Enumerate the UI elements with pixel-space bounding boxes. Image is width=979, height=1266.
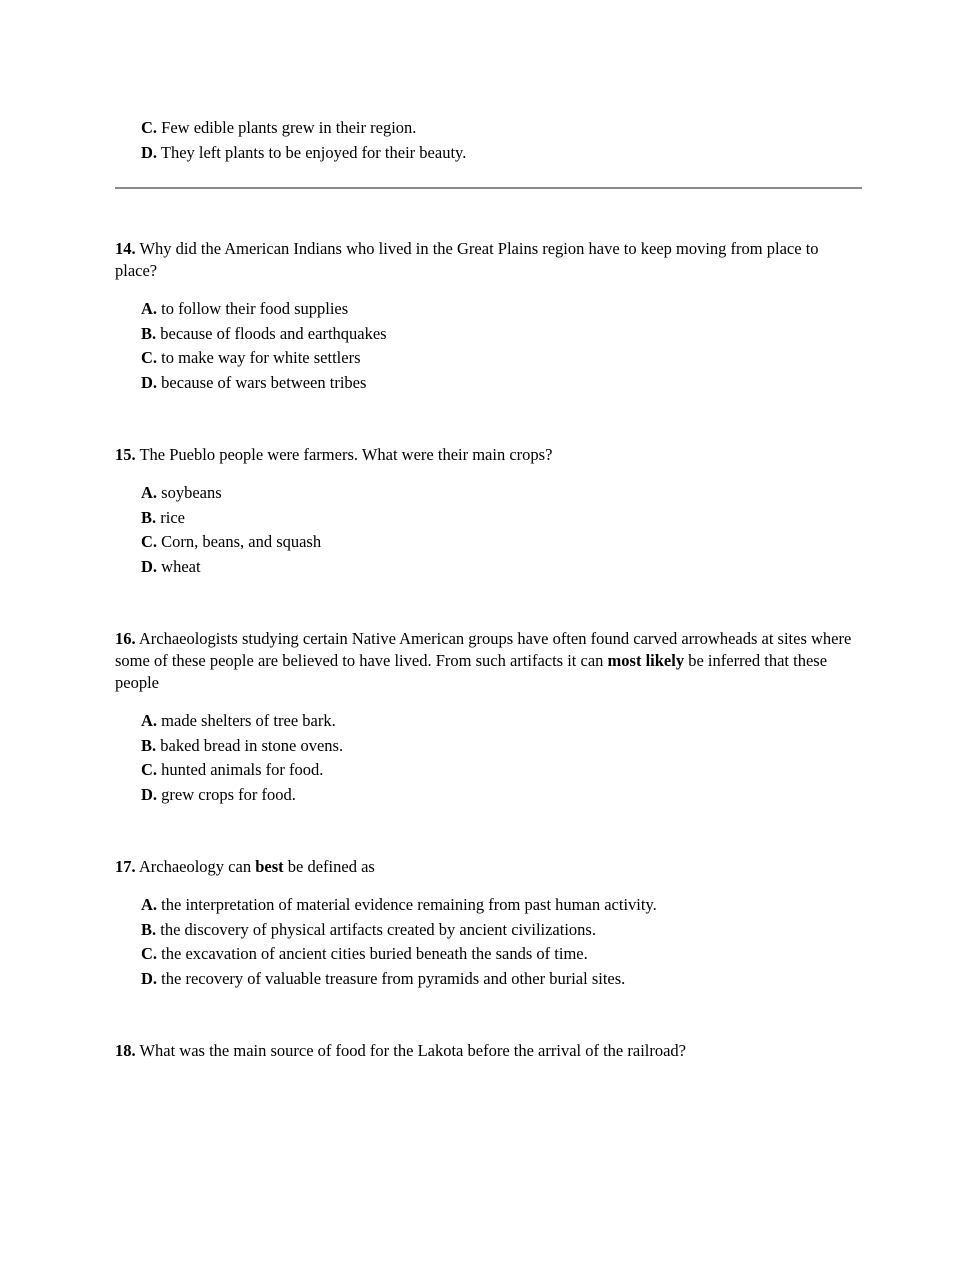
question-text-before: Why did the American Indians who lived in the Great Plains region have to keep moving from place to place? bbox=[115, 239, 819, 280]
option bbox=[115, 555, 862, 580]
option-letter: C. bbox=[141, 944, 158, 963]
option-text: to make way for white settlers bbox=[161, 348, 361, 367]
option-text: Few edible plants grew in their region. bbox=[161, 118, 417, 137]
option bbox=[115, 116, 862, 141]
option-letter: C. bbox=[141, 118, 158, 137]
options-list bbox=[115, 893, 862, 991]
option bbox=[115, 530, 862, 555]
question-number: 14. bbox=[115, 239, 136, 258]
question-number: 16. bbox=[115, 629, 136, 648]
question-text bbox=[115, 444, 862, 466]
option-letter: C. bbox=[141, 348, 158, 367]
option-text: grew crops for food. bbox=[161, 784, 296, 804]
option-letter: A. bbox=[141, 299, 158, 318]
option-letter: D. bbox=[141, 372, 158, 392]
option-letter: D. bbox=[141, 142, 158, 162]
option-text: wheat bbox=[161, 556, 201, 576]
question-bold-word: most likely bbox=[607, 651, 685, 670]
option-text: to follow their food supplies bbox=[161, 299, 349, 318]
option bbox=[115, 506, 862, 531]
question-text-after: be inferred that these people bbox=[115, 651, 828, 692]
option-letter: B. bbox=[141, 919, 157, 939]
option-letter: B. bbox=[141, 507, 157, 527]
option bbox=[115, 893, 862, 918]
option-letter: C. bbox=[141, 760, 158, 779]
option bbox=[115, 297, 862, 322]
option-text: made shelters of tree bark. bbox=[161, 711, 336, 730]
option-letter: A. bbox=[141, 895, 158, 914]
question-text bbox=[115, 628, 862, 694]
options-list bbox=[115, 709, 862, 807]
option-text: baked bread in stone ovens. bbox=[160, 735, 344, 755]
question-block-18 bbox=[115, 1040, 862, 1062]
option-text: the interpretation of material evidence remaining from past human activity. bbox=[161, 895, 657, 914]
option-text: They left plants to be enjoyed for their beauty. bbox=[160, 142, 467, 162]
option bbox=[115, 783, 862, 808]
option-text: hunted animals for food. bbox=[161, 760, 324, 779]
question-text bbox=[115, 238, 862, 282]
question-text bbox=[115, 856, 862, 878]
option-text: the excavation of ancient cities buried beneath the sands of time. bbox=[161, 944, 588, 963]
option bbox=[115, 918, 862, 943]
option bbox=[115, 758, 862, 783]
question-text-after: be defined as bbox=[283, 857, 375, 876]
question-text-before: Archaeologists studying certain Native American groups have often found carved arrowheads at sites where some of these people are believed to have lived. From such artifacts it can bbox=[115, 629, 852, 670]
option bbox=[115, 734, 862, 759]
option-text: the recovery of valuable treasure from pyramids and other burial sites. bbox=[161, 968, 626, 988]
option-letter: B. bbox=[141, 735, 157, 755]
question-block-17 bbox=[115, 856, 862, 991]
option-text: Corn, beans, and squash bbox=[161, 532, 322, 551]
question-text-before: The Pueblo people were farmers. What were their main crops? bbox=[139, 445, 553, 464]
option bbox=[115, 346, 862, 371]
question-block-16 bbox=[115, 628, 862, 807]
option-text: the discovery of physical artifacts created by ancient civilizations. bbox=[160, 919, 596, 939]
option-letter: D. bbox=[141, 968, 158, 988]
question-block-14 bbox=[115, 238, 862, 395]
options-list bbox=[115, 297, 862, 395]
options-list bbox=[115, 481, 862, 579]
question-bold-word: best bbox=[255, 857, 284, 876]
option-text: because of wars between tribes bbox=[161, 372, 367, 392]
question-number: 17. bbox=[115, 857, 136, 876]
option-letter: D. bbox=[141, 556, 158, 576]
question-number: 15. bbox=[115, 445, 136, 464]
question-block-15 bbox=[115, 444, 862, 579]
question-fragment bbox=[115, 116, 862, 165]
option bbox=[115, 322, 862, 347]
question-text-before: Archaeology can bbox=[138, 857, 256, 876]
option bbox=[115, 967, 862, 992]
question-text bbox=[115, 1040, 862, 1062]
option bbox=[115, 942, 862, 967]
option bbox=[115, 141, 862, 166]
option-letter: C. bbox=[141, 532, 158, 551]
section-divider bbox=[115, 187, 862, 189]
option-letter: D. bbox=[141, 784, 158, 804]
option-letter: B. bbox=[141, 323, 157, 343]
option bbox=[115, 481, 862, 506]
option bbox=[115, 371, 862, 396]
option-text: soybeans bbox=[161, 483, 222, 502]
option-letter: A. bbox=[141, 711, 158, 730]
question-text-before: What was the main source of food for the Lakota before the arrival of the railroad? bbox=[139, 1041, 687, 1060]
option bbox=[115, 709, 862, 734]
option-text: because of floods and earthquakes bbox=[160, 323, 387, 343]
option-letter: A. bbox=[141, 483, 158, 502]
option-text: rice bbox=[160, 507, 185, 527]
question-number: 18. bbox=[115, 1041, 136, 1060]
